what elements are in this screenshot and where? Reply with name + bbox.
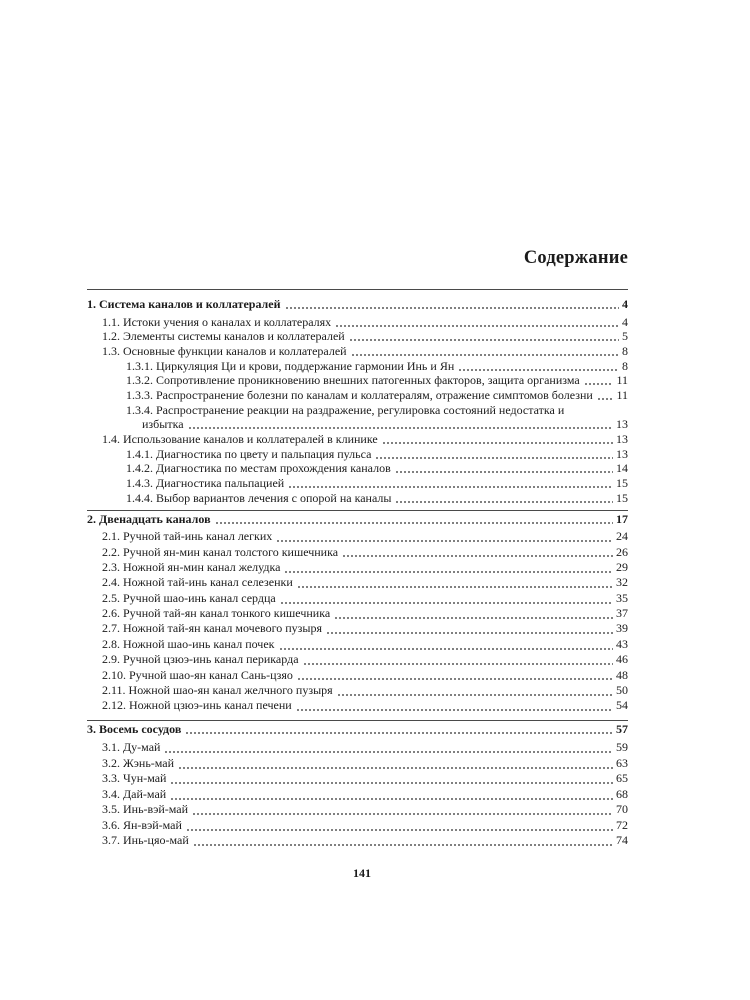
toc-entry <box>87 606 628 621</box>
toc-entry <box>87 344 628 359</box>
toc-section-page: 17 <box>616 511 628 526</box>
toc-entry-title: 1.3.4. Распространение реакции на раздражение, регулировка состояний недостатка и <box>126 402 565 417</box>
toc-entry-page: 11 <box>616 373 628 388</box>
toc-section-1 <box>87 297 628 506</box>
dot-leader <box>280 602 613 604</box>
toc-entry-title: 3.1. Ду-май <box>102 740 161 755</box>
dot-leader <box>337 694 613 696</box>
dot-leader <box>186 829 613 831</box>
toc-entry-page: 59 <box>616 740 628 755</box>
toc-entry-page: 4 <box>622 314 628 329</box>
toc-entry <box>87 432 628 447</box>
toc-section-entries <box>87 315 628 506</box>
toc-entry-title: 3.4. Дай-май <box>102 786 167 801</box>
toc-entry <box>87 740 628 756</box>
toc-section-entries <box>87 529 628 713</box>
dot-leader <box>597 398 614 400</box>
dot-leader <box>335 325 619 327</box>
toc-entry <box>87 652 628 667</box>
toc-entry-title: 2.4. Ножной тай-инь канал селезенки <box>102 575 293 590</box>
toc-entry <box>87 461 628 476</box>
toc-entry-page: 54 <box>616 698 628 713</box>
toc-entry <box>87 698 628 713</box>
dot-leader <box>297 586 613 588</box>
toc-entry <box>87 575 628 590</box>
toc-entry-page: 35 <box>616 590 628 605</box>
toc-entry-page: 65 <box>616 771 628 786</box>
toc-entry-title: 2.2. Ручной ян-мин канал толстого кишечника <box>102 544 339 559</box>
toc-entry-title: 1.3.3. Распространение болезни по каналам и коллатералям, отражение симптомов болезни <box>126 387 593 402</box>
toc-entry-page: 72 <box>616 817 628 832</box>
dot-leader <box>458 369 619 371</box>
dot-leader <box>395 471 613 473</box>
dot-leader <box>279 648 614 650</box>
dot-leader <box>297 678 613 680</box>
toc-entry <box>87 833 628 849</box>
toc-entry-page: 13 <box>616 446 628 461</box>
dot-leader <box>170 798 613 800</box>
toc-entry-title: 1.1. Истоки учения о каналах и коллатералях <box>102 314 332 329</box>
dot-leader <box>193 844 613 846</box>
dot-leader <box>349 339 619 341</box>
dot-leader <box>284 571 613 573</box>
toc-entry <box>87 621 628 636</box>
toc-entry-page: 68 <box>616 786 628 801</box>
toc-entry-page: 46 <box>616 652 628 667</box>
toc-entry-title: 2.10. Ручной шао-ян канал Сань-цзяо <box>102 667 293 682</box>
toc-entry <box>87 668 628 683</box>
toc-section-heading <box>87 722 628 737</box>
toc-entry <box>87 818 628 834</box>
page-number: 141 <box>353 866 371 880</box>
toc-entry <box>87 683 628 698</box>
dot-leader <box>382 442 613 444</box>
toc-entry-title: 1.3. Основные функции каналов и коллатералей <box>102 344 347 358</box>
toc-entry-title: 2.5. Ручной шао-инь канал сердца <box>102 590 276 605</box>
toc-section-heading <box>87 512 628 527</box>
toc-entry-page: 43 <box>616 636 628 651</box>
toc-entry <box>87 637 628 652</box>
toc-section-2 <box>87 512 628 714</box>
dot-leader <box>164 751 613 753</box>
toc-entry-page: 8 <box>622 344 628 358</box>
dot-leader <box>342 555 613 557</box>
dot-leader <box>351 354 619 356</box>
toc-entry <box>87 447 628 462</box>
dot-leader <box>296 709 613 711</box>
toc-entry <box>87 771 628 787</box>
toc-entry-page: 15 <box>616 490 628 505</box>
dot-leader <box>326 632 613 634</box>
toc-entry-title: 2.3. Ножной ян-мин канал желудка <box>102 560 281 575</box>
toc-entry-title: 1.4.4. Выбор вариантов лечения с опорой на каналы <box>126 490 392 505</box>
toc-entry-title: 1.2. Элементы системы каналов и коллатералей <box>102 329 345 344</box>
toc-entry-title: 3.5. Инь-вэй-май <box>102 802 189 817</box>
toc-entry-page: 39 <box>616 621 628 636</box>
toc-entry <box>87 529 628 544</box>
toc-section-heading <box>87 297 628 312</box>
toc-entry-page: 50 <box>616 682 628 697</box>
toc-entry <box>87 403 628 432</box>
dot-leader <box>188 427 613 429</box>
toc-section-page: 4 <box>622 296 628 311</box>
dot-leader <box>178 767 613 769</box>
toc-entry-page: 70 <box>616 802 628 817</box>
toc-entry-title: 1.4.2. Диагностика по местам прохождения каналов <box>126 461 391 476</box>
toc-entry <box>87 359 628 374</box>
dot-leader <box>303 663 613 665</box>
toc-entry <box>87 560 628 575</box>
toc-entry-page: 24 <box>616 529 628 544</box>
toc-entry-line <box>87 403 628 418</box>
dot-leader <box>185 732 613 734</box>
toc-entry-title: 1.4. Использование каналов и коллатералей в клинике <box>102 431 378 446</box>
contents-heading: Содержание <box>523 248 628 268</box>
toc-entry-title: 3.3. Чун-май <box>102 771 167 786</box>
dot-leader <box>285 307 619 309</box>
toc-entry-continuation <box>87 417 628 432</box>
toc-entry-title: 2.8. Ножной шао-инь канал почек <box>102 636 275 651</box>
toc-entry-page: 74 <box>616 833 628 848</box>
toc-entry-page: 14 <box>616 461 628 476</box>
toc-entry-page: 11 <box>616 387 628 402</box>
toc-entry-page: 8 <box>622 358 628 373</box>
toc-entry <box>87 315 628 330</box>
toc-entry <box>87 802 628 818</box>
toc-entry-title: 2.9. Ручной цзюэ-инь канал перикарда <box>102 652 299 667</box>
toc-entry <box>87 756 628 772</box>
dot-leader <box>334 617 613 619</box>
dot-leader <box>375 457 613 459</box>
toc-entry <box>87 545 628 560</box>
toc-entry <box>87 373 628 388</box>
toc-section-title: 3. Восемь сосудов <box>87 721 182 736</box>
toc-entry-title: 2.6. Ручной тай-ян канал тонкого кишечника <box>102 606 331 621</box>
toc-entry-title: 2.12. Ножной цзюэ-инь канал печени <box>102 698 292 713</box>
toc-entry <box>87 476 628 491</box>
toc-entry-title: 2.11. Ножной шао-ян канал желчного пузыря <box>102 682 333 697</box>
dot-leader <box>584 383 614 385</box>
toc-entry-page: 5 <box>622 329 628 344</box>
toc-section-3 <box>87 722 628 849</box>
toc-section-title: 1. Система каналов и коллатералей <box>87 296 281 311</box>
dot-leader <box>288 486 613 488</box>
toc-entry-title: 1.3.2. Сопротивление проникновению внешних патогенных факторов, защита организма <box>126 373 580 388</box>
toc-entry <box>87 787 628 803</box>
dot-leader <box>170 782 613 784</box>
toc-entry-page: 15 <box>616 475 628 490</box>
dot-leader <box>276 540 613 542</box>
toc-entry-page: 32 <box>616 575 628 590</box>
toc-section-entries <box>87 740 628 849</box>
toc-entry-title: 1.3.1. Циркуляция Ци и крови, поддержание гармонии Инь и Ян <box>126 358 455 373</box>
toc-entry-title: 1.4.3. Диагностика пальпацией <box>126 475 285 490</box>
toc-entry-title: 3.6. Ян-вэй-май <box>102 817 182 832</box>
toc-entry-title: 2.7. Ножной тай-ян канал мочевого пузыря <box>102 621 322 636</box>
toc-entry-title: 1.4.1. Диагностика по цвету и пальпация пульса <box>126 446 372 461</box>
divider <box>87 289 628 290</box>
toc-entry <box>87 491 628 506</box>
toc-entry-page: 29 <box>616 560 628 575</box>
toc-entry-page: 48 <box>616 667 628 682</box>
toc-entry <box>87 591 628 606</box>
toc-entry-title: 3.2. Жэнь-май <box>102 755 175 770</box>
toc-entry-page: 26 <box>616 544 628 559</box>
toc-entry-page: 13 <box>616 417 628 432</box>
toc-entry-page: 13 <box>616 431 628 446</box>
toc-entry <box>87 329 628 344</box>
toc-section-title: 2. Двенадцать каналов <box>87 511 211 526</box>
toc-section-page: 57 <box>616 721 628 736</box>
toc-entry-page: 63 <box>616 755 628 770</box>
toc-entry <box>87 388 628 403</box>
dot-leader <box>215 522 613 524</box>
toc-entry-title: 3.7. Инь-цяо-май <box>102 833 189 848</box>
toc-entry-page: 37 <box>616 606 628 621</box>
dot-leader <box>192 813 613 815</box>
toc-entry-title: 2.1. Ручной тай-инь канал легких <box>102 529 273 544</box>
dot-leader <box>395 501 613 503</box>
toc-entry-title-continued: избытка <box>142 417 184 432</box>
